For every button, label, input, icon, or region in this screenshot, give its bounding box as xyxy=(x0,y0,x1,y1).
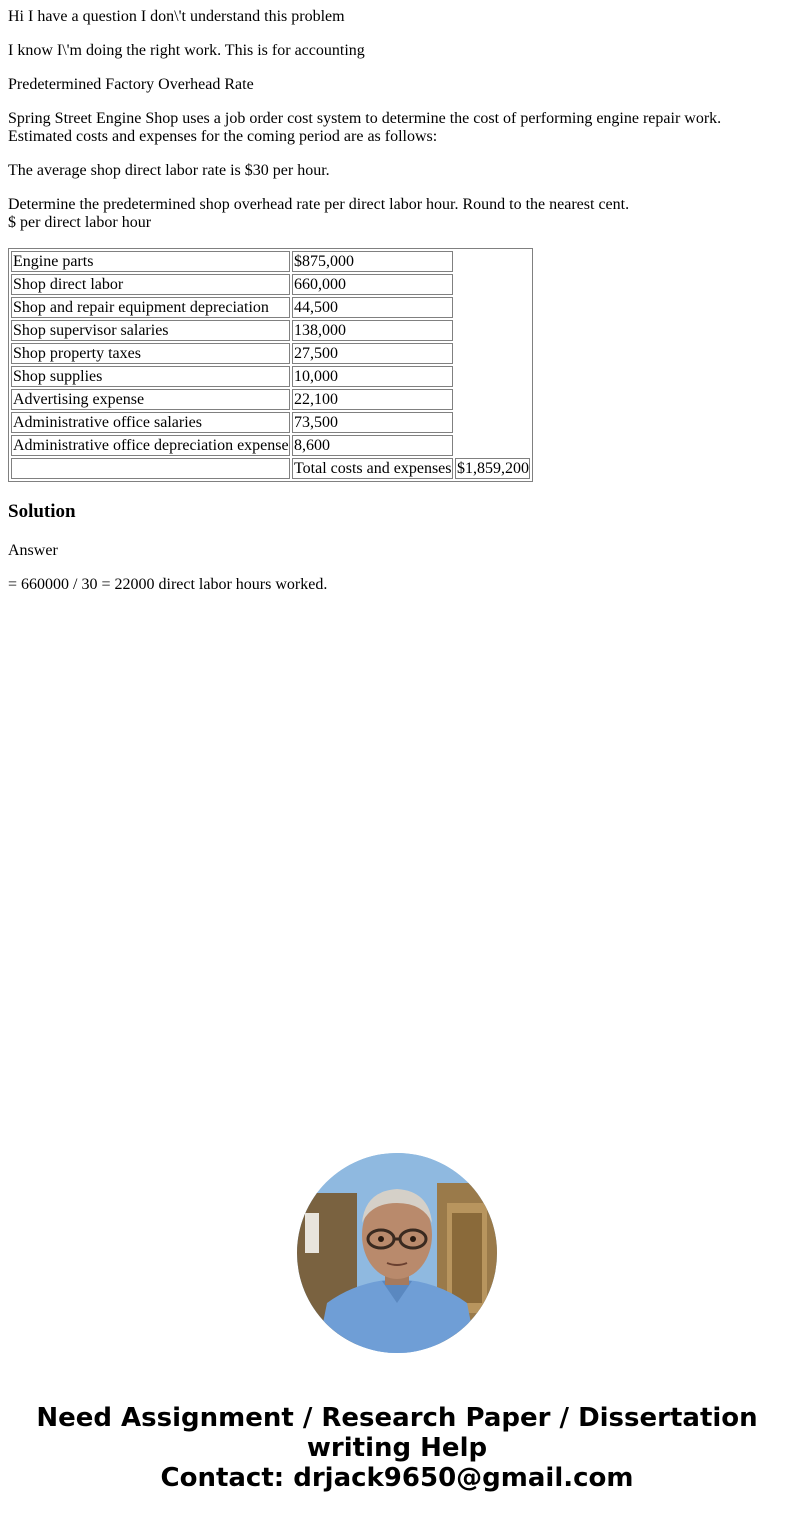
table-row xyxy=(11,297,530,318)
intro-line-2: I know I\'m doing the right work. This is for accounting xyxy=(8,42,365,59)
empty-cell xyxy=(455,389,530,410)
total-value: $1,859,200 xyxy=(457,460,529,477)
author-photo-icon xyxy=(297,1153,497,1353)
empty-cell xyxy=(455,412,530,433)
table-row xyxy=(11,366,530,387)
problem-line-1: Spring Street Engine Shop uses a job order cost system to determine the cost of performing engine repair work. xyxy=(8,110,722,127)
empty-cell xyxy=(455,320,530,341)
table-row-total xyxy=(11,458,530,479)
promo-line-1: Need Assignment / Research Paper / Dissertation xyxy=(36,1403,758,1433)
labor-rate-line: The average shop direct labor rate is $30 per hour. xyxy=(8,162,330,179)
cost-table xyxy=(8,248,533,482)
table-row xyxy=(11,320,530,341)
cost-amount: 660,000 xyxy=(292,274,453,295)
table-row xyxy=(11,251,530,272)
answer-label: Answer xyxy=(8,542,58,559)
solution-heading: Solution xyxy=(8,501,76,522)
empty-cell xyxy=(455,274,530,295)
empty-cell xyxy=(455,251,530,272)
cost-amount: 44,500 xyxy=(292,297,453,318)
topic-line: Predetermined Factory Overhead Rate xyxy=(8,76,254,93)
cost-label: Shop supervisor salaries xyxy=(11,320,290,341)
table-row xyxy=(11,435,530,456)
cost-amount: $875,000 xyxy=(292,251,453,272)
cost-label: Shop and repair equipment depreciation xyxy=(11,297,290,318)
empty-cell xyxy=(455,297,530,318)
empty-cell xyxy=(455,435,530,456)
table-row xyxy=(11,343,530,364)
cost-amount: 10,000 xyxy=(292,366,453,387)
answer-line: = 660000 / 30 = 22000 direct labor hours worked. xyxy=(8,576,328,593)
task-line-2: $ per direct labor hour xyxy=(8,214,152,231)
task-line-1: Determine the predetermined shop overhead rate per direct labor hour. Round to the nearest cent. xyxy=(8,196,630,213)
problem-line-2: Estimated costs and expenses for the coming period are as follows: xyxy=(8,128,438,145)
promo-line-2: writing Help xyxy=(306,1433,488,1463)
intro-line-1: Hi I have a question I don\'t understand this problem xyxy=(8,8,345,25)
cost-amount: 138,000 xyxy=(292,320,453,341)
cost-label: Administrative office depreciation expense xyxy=(13,437,289,454)
total-label: Total costs and expenses xyxy=(294,460,452,477)
cost-amount: 27,500 xyxy=(292,343,453,364)
promo-contact: Contact: drjack9650@gmail.com xyxy=(160,1463,634,1493)
blank-label-cell xyxy=(11,458,290,479)
author-avatar xyxy=(297,1153,497,1353)
cost-label: Shop supplies xyxy=(11,366,290,387)
cost-label: Administrative office salaries xyxy=(11,412,290,433)
cost-label: Engine parts xyxy=(11,251,290,272)
table-row xyxy=(11,274,530,295)
promo-banner xyxy=(0,1403,794,1493)
cost-label: Advertising expense xyxy=(11,389,290,410)
problem-statement xyxy=(8,110,786,146)
empty-cell xyxy=(455,343,530,364)
task-statement xyxy=(8,196,786,232)
table-row xyxy=(11,389,530,410)
cost-amount: 22,100 xyxy=(292,389,453,410)
empty-cell xyxy=(455,366,530,387)
cost-amount: 73,500 xyxy=(292,412,453,433)
table-row xyxy=(11,412,530,433)
cost-label: Shop property taxes xyxy=(11,343,290,364)
cost-amount: 8,600 xyxy=(292,435,453,456)
question-content xyxy=(8,8,786,610)
cost-label: Shop direct labor xyxy=(11,274,290,295)
